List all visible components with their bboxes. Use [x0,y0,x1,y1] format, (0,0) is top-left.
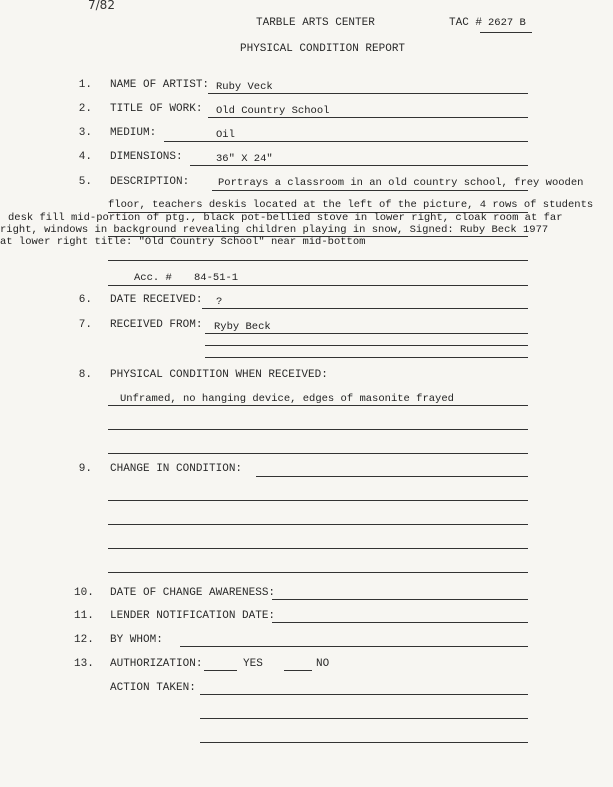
change-condition-line-4 [108,548,528,549]
received-from-value: Ryby Beck [214,321,271,333]
field-number: 8. [78,369,92,381]
date-code: 7/82 [88,0,115,12]
accession-line [108,285,528,286]
dimensions-line [190,165,528,166]
field-number: 12. [74,634,94,646]
by-whom-line [180,646,528,647]
accession-value: 84-51-1 [194,272,239,284]
accession-label: Acc. # [134,272,172,284]
field-number: 7. [78,319,92,331]
description-line-1: Portrays a classroom in an old country school, frey wooden [218,177,584,189]
artist-label: NAME OF ARTIST: [110,79,210,91]
field-number: 2. [78,103,92,115]
medium-line [164,141,528,142]
received-from-line-2 [205,345,528,346]
field-number: 5. [78,176,92,188]
artist-value: Ruby Veck [216,81,273,93]
authorization-no: NO [316,658,330,670]
field-number: 3. [78,127,92,139]
tac-underline [480,32,532,33]
title-line [208,117,528,118]
field-number: 9. [78,463,92,475]
change-condition-line-1 [256,476,528,477]
lender-notification-label: LENDER NOTIFICATION DATE: [110,610,276,622]
date-change-label: DATE OF CHANGE AWARENESS: [110,587,276,599]
tac-label: TAC # [449,17,483,29]
action-taken-line-3 [200,742,528,743]
field-number: 6. [78,294,92,306]
title-value: Old Country School [216,105,330,117]
tac-number: 2627 B [488,17,526,29]
change-condition-label: CHANGE IN CONDITION: [110,463,243,475]
change-condition-line-2 [108,500,528,501]
physical-condition-label: PHYSICAL CONDITION WHEN RECEIVED: [110,369,328,381]
date-received-line [202,308,528,309]
org-name: TARBLE ARTS CENTER [256,17,375,29]
authorization-yes: YES [243,658,263,670]
action-taken-line-1 [200,694,528,695]
title-label: TITLE OF WORK: [110,103,203,115]
change-condition-line-5 [108,572,528,573]
description-line-4: right, windows in background revealing children playing in snow, Signed: Ruby Beck 1977 [0,224,549,236]
lender-notification-line [272,622,528,623]
description-line-3: desk fill mid-portion of ptg., black pot-bellied stove in lower right, cloak room at far [8,212,563,224]
date-change-line [272,599,528,600]
field-number: 11. [74,610,94,622]
by-whom-label: BY WHOM: [110,634,163,646]
action-taken-label: ACTION TAKEN: [110,682,196,694]
physical-condition-value: Unframed, no hanging device, edges of masonite frayed [120,393,454,405]
received-from-line-3 [205,357,528,358]
field-number: 10. [74,587,94,599]
description-line-5: at lower right title: "Old Country School" near mid-bottom [0,236,366,248]
authorization-yes-line [204,670,237,671]
description-label: DESCRIPTION: [110,176,190,188]
field-number: 1. [78,79,92,91]
received-from-line-1 [205,333,528,334]
description-rule-4 [108,260,528,261]
physical-condition-line-1 [108,405,528,406]
report-title: PHYSICAL CONDITION REPORT [240,43,406,55]
action-taken-line-2 [200,718,528,719]
date-received-label: DATE RECEIVED: [110,294,203,306]
description-rule-1 [212,190,528,191]
description-line-2: floor, teachers deskis located at the left of the picture, 4 rows of students [108,199,594,211]
dimensions-label: DIMENSIONS: [110,151,183,163]
medium-value: Oil [216,129,235,141]
physical-condition-line-3 [108,453,528,454]
artist-line [208,93,528,94]
change-condition-line-3 [108,524,528,525]
received-from-label: RECEIVED FROM: [110,319,203,331]
authorization-label: AUTHORIZATION: [110,658,203,670]
authorization-no-line [284,670,312,671]
date-received-value: ? [216,296,223,308]
medium-label: MEDIUM: [110,127,157,139]
field-number: 4. [78,151,92,163]
field-number: 13. [74,658,94,670]
physical-condition-line-2 [108,429,528,430]
dimensions-value: 36" X 24" [216,153,273,165]
